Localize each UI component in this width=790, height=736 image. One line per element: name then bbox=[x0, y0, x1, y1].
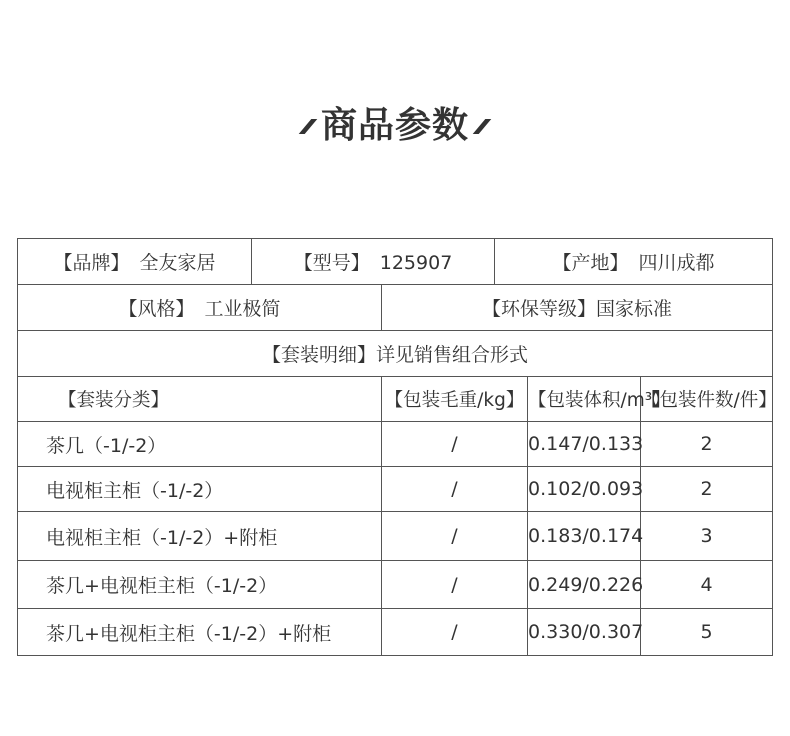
origin-cell bbox=[495, 239, 773, 285]
header-volume: 【包装体积/m³】 bbox=[528, 377, 641, 422]
row-volume: 0.330/0.307 bbox=[528, 609, 641, 656]
set-detail-label: 【套装明细】 bbox=[261, 344, 376, 366]
table-header-row bbox=[18, 377, 773, 422]
page-title: 商品参数 bbox=[320, 104, 469, 146]
origin-label: 【产地】 bbox=[552, 252, 629, 274]
table-row-set-detail bbox=[18, 331, 773, 377]
model-cell bbox=[252, 239, 495, 285]
table-row bbox=[18, 422, 773, 467]
row-volume: 0.249/0.226 bbox=[528, 561, 641, 609]
row-count: 2 bbox=[641, 467, 773, 512]
row-weight: / bbox=[382, 422, 528, 467]
row-category: 茶几（-1/-2） bbox=[18, 422, 382, 467]
set-detail-value: 详见销售组合形式 bbox=[376, 344, 529, 366]
header-category: 【套装分类】 bbox=[18, 377, 382, 422]
row-category: 茶几+电视柜主柜（-1/-2）+附柜 bbox=[18, 609, 382, 656]
header-count: 【包装件数/件】 bbox=[641, 377, 773, 422]
product-params-table bbox=[17, 238, 777, 656]
brand-value: 全友家居 bbox=[139, 252, 216, 274]
model-label: 【型号】 bbox=[293, 252, 370, 274]
origin-value: 四川成都 bbox=[638, 252, 715, 274]
eco-cell bbox=[382, 285, 773, 331]
table-row-style bbox=[18, 285, 773, 331]
row-volume: 0.147/0.133 bbox=[528, 422, 641, 467]
table-row bbox=[18, 609, 773, 656]
title-right-slash-icon bbox=[473, 119, 492, 134]
row-volume: 0.102/0.093 bbox=[528, 467, 641, 512]
header-weight: 【包装毛重/kg】 bbox=[382, 377, 528, 422]
row-category: 茶几+电视柜主柜（-1/-2） bbox=[18, 561, 382, 609]
row-count: 4 bbox=[641, 561, 773, 609]
brand-label: 【品牌】 bbox=[53, 252, 130, 274]
brand-cell bbox=[18, 239, 252, 285]
row-category: 电视柜主柜（-1/-2） bbox=[18, 467, 382, 512]
table-row bbox=[18, 467, 773, 512]
page-title-section bbox=[0, 94, 790, 150]
row-count: 5 bbox=[641, 609, 773, 656]
row-count: 2 bbox=[641, 422, 773, 467]
row-weight: / bbox=[382, 467, 528, 512]
row-count: 3 bbox=[641, 512, 773, 561]
table-row bbox=[18, 512, 773, 561]
row-weight: / bbox=[382, 561, 528, 609]
set-detail-cell bbox=[18, 331, 773, 377]
style-value: 工业极简 bbox=[204, 298, 281, 320]
row-volume: 0.183/0.174 bbox=[528, 512, 641, 561]
title-left-slash-icon bbox=[299, 119, 318, 134]
table-row-basic bbox=[18, 239, 773, 285]
style-cell bbox=[18, 285, 382, 331]
style-label: 【风格】 bbox=[118, 298, 195, 320]
row-category: 电视柜主柜（-1/-2）+附柜 bbox=[18, 512, 382, 561]
model-value: 125907 bbox=[379, 252, 453, 274]
eco-label: 【环保等级】 bbox=[481, 298, 596, 320]
row-weight: / bbox=[382, 609, 528, 656]
eco-value: 国家标准 bbox=[596, 298, 673, 320]
row-weight: / bbox=[382, 512, 528, 561]
table-row bbox=[18, 561, 773, 609]
